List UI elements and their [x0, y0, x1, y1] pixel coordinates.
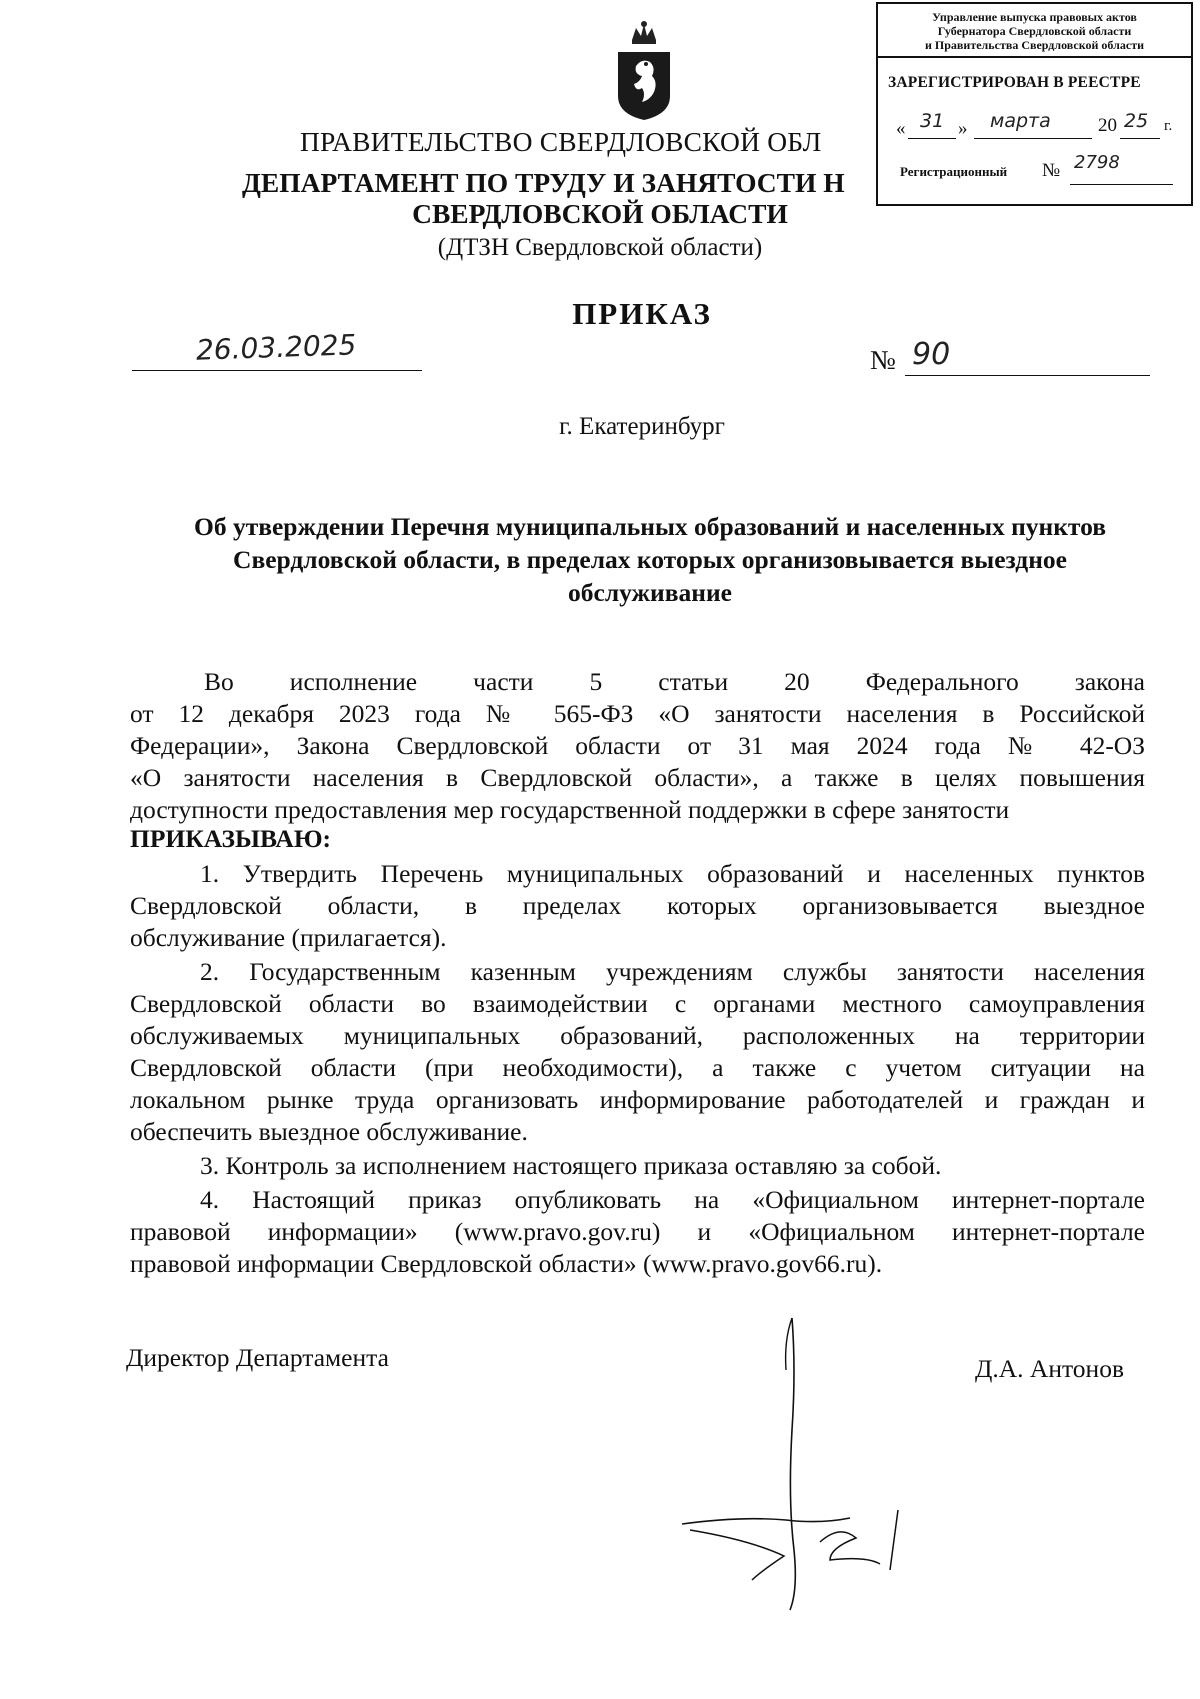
- preamble-line: доступности предоставления мер государственной поддержки в сфере занятости: [130, 795, 1010, 824]
- item4-line: 4. Настоящий приказ опубликовать на «Официальном интернет-портале: [200, 1185, 1145, 1214]
- document-title: Об утверждении Перечня муниципальных образований и населенных пунктов Свердловской области, в пределах которых организовывается выездное обслуживание: [193, 512, 1107, 607]
- date-underline: [132, 370, 422, 371]
- stamp-year-prefix: 20: [1098, 115, 1117, 136]
- signatory-name: Д.А. Антонов: [975, 1354, 1124, 1383]
- item2-line: 2. Государственным казенным учреждениям службы занятости населения: [200, 957, 1145, 986]
- stamp-authority-line: Губернатора Свердловской области: [937, 24, 1132, 38]
- stamp-day: 31: [920, 110, 945, 132]
- item2-line: Свердловской области (при необходимости), а также с учетом ситуации на: [130, 1053, 1145, 1082]
- handwritten-signature: [680, 1310, 910, 1620]
- item2-line: обслуживаемых муниципальных образований, расположенных на территории: [130, 1021, 1145, 1050]
- item4-line: правовой информации» (www.pravo.gov.ru) и «Официальном интернет-портале: [130, 1217, 1145, 1246]
- item1-line: 1. Утвердить Перечень муниципальных образований и населенных пунктов: [200, 859, 1145, 888]
- stamp-authority-line: и Правительства Свердловской области: [925, 38, 1144, 52]
- document-date: 26.03.2025: [195, 328, 357, 367]
- item1-line: Свердловской области, в пределах которых организовывается выездное: [130, 891, 1145, 920]
- stamp-year-suffix: 25: [1124, 110, 1149, 132]
- order-word: ПРИКАЗЫВАЮ:: [130, 824, 332, 853]
- stamp-authority-line: Управление выпуска правовых актов: [932, 10, 1137, 24]
- preamble-line: «О занятости населения в Свердловской области», а также в целях повышения: [130, 763, 1145, 792]
- org-line-government: ПРАВИТЕЛЬСТВО СВЕРДЛОВСКОЙ ОБЛ: [300, 126, 822, 157]
- item2-line: обеспечить выездное обслуживание.: [130, 1117, 528, 1146]
- stamp-reg-label: Регистрационный: [900, 164, 1008, 179]
- item4-line: правовой информации Свердловской области» (www.pravo.gov66.ru).: [130, 1249, 883, 1278]
- stamp-reg-sign: №: [1042, 160, 1061, 181]
- preamble-line: Федерации», Закона Свердловской области от 31 мая 2024 года № 42-ОЗ: [130, 731, 1145, 760]
- document-type: ПРИКАЗ: [572, 296, 712, 331]
- item2-line: Свердловской области во взаимодействии с органами местного самоуправления: [130, 989, 1145, 1018]
- preamble-line: от 12 декабря 2023 года № 565-ФЗ «О занятости населения в Российской: [130, 699, 1145, 728]
- stamp-date: [888, 110, 1188, 140]
- city: г. Екатеринбург: [559, 413, 725, 440]
- item2-line: локальном рынке труда организовать информирование работодателей и граждан и: [130, 1085, 1145, 1114]
- org-line-region: СВЕРДЛОВСКОЙ ОБЛАСТИ: [412, 198, 788, 229]
- signatory-position: Директор Департамента: [126, 1343, 389, 1372]
- stamp-quote-close: »: [958, 118, 968, 139]
- stamp-registered-label: ЗАРЕГИСТРИРОВАН В РЕЕСТРЕ: [888, 74, 1141, 91]
- stamp-year-unit: г.: [1164, 118, 1173, 134]
- stamp-month: марта: [990, 110, 1051, 132]
- item3-line: 3. Контроль за исполнением настоящего приказа оставляю за собой.: [200, 1151, 942, 1180]
- stamp-reg-number: 2798: [1074, 152, 1120, 173]
- stamp-quote-open: «: [896, 118, 906, 139]
- org-line-department: ДЕПАРТАМЕНТ ПО ТРУДУ И ЗАНЯТОСТИ Н: [242, 167, 845, 198]
- number-underline: [905, 375, 1150, 376]
- coat-of-arms-icon: [612, 18, 676, 122]
- document-number: 90: [912, 337, 951, 372]
- document-number-label: №: [870, 345, 896, 375]
- item1-line: обслуживание (прилагается).: [130, 923, 447, 952]
- preamble-line: Во исполнение части 5 статьи 20 Федерального закона: [204, 667, 1145, 696]
- stamp-authority: [878, 4, 1191, 58]
- org-abbreviation: (ДТЗН Свердловской области): [437, 234, 763, 261]
